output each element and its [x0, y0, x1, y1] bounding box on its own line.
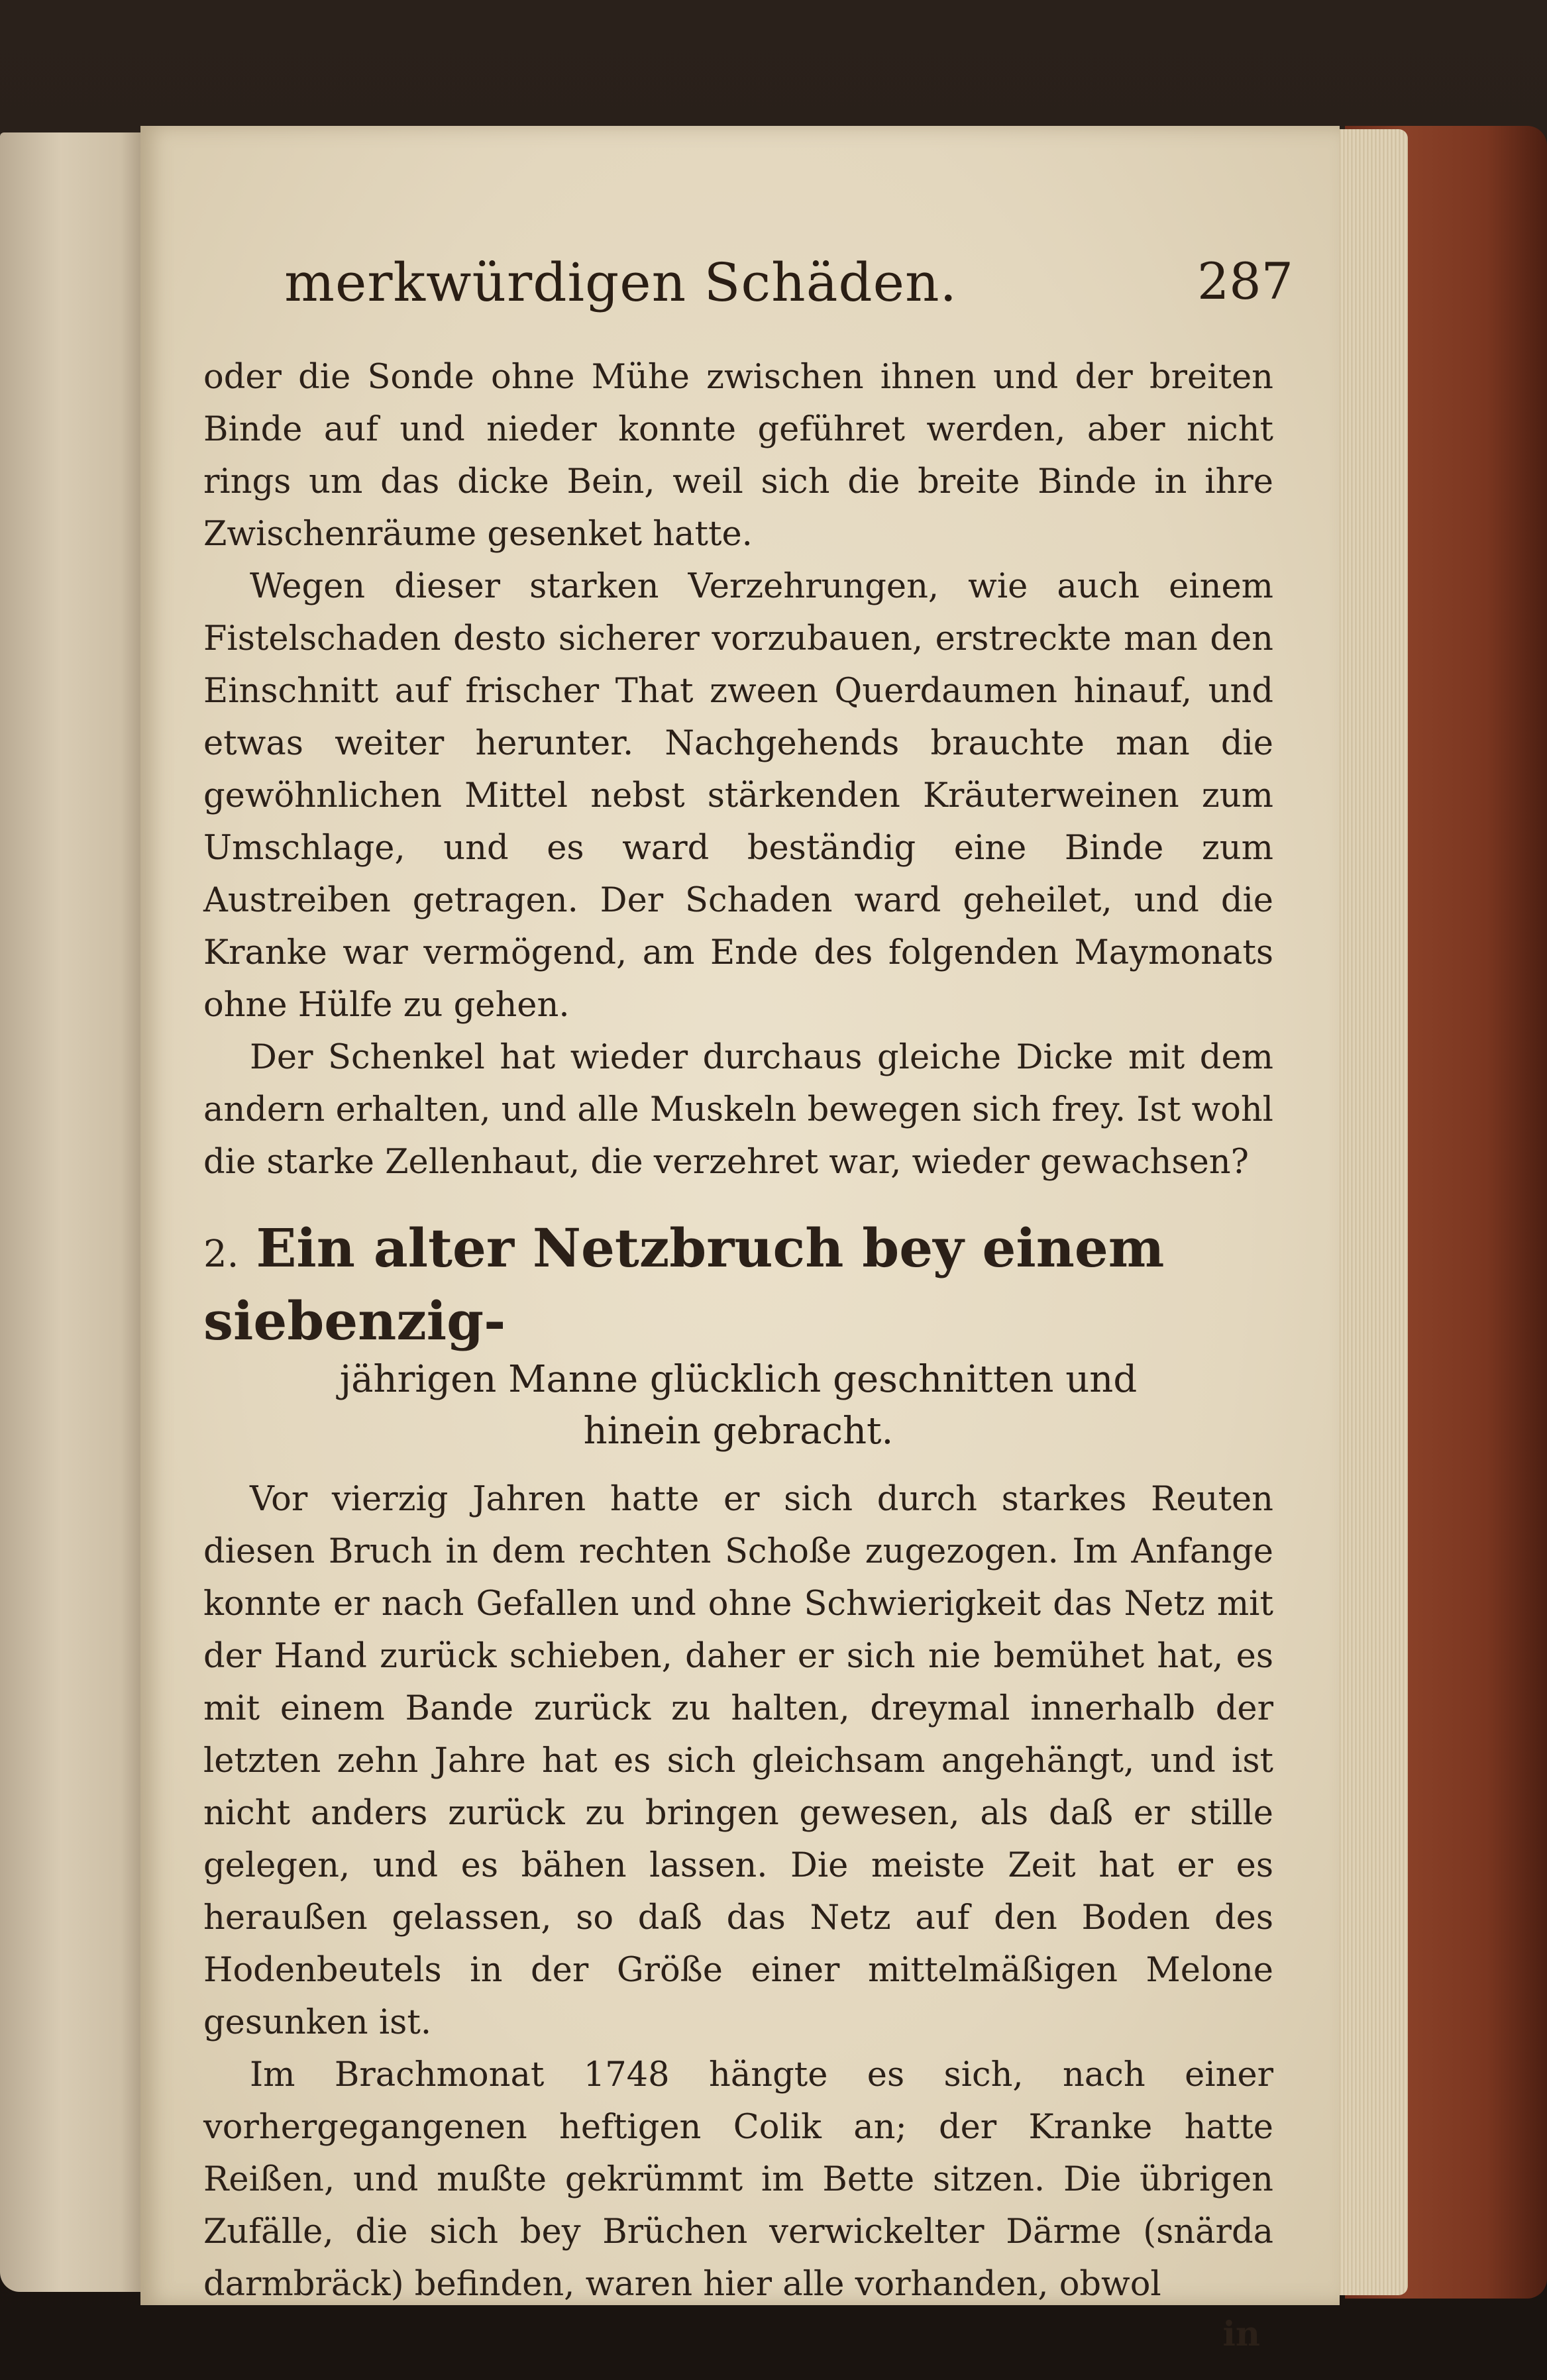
section-number: 2.	[203, 1233, 239, 1276]
section-title-sub-2: hinein gebracht.	[583, 1410, 894, 1453]
previous-page-edge	[0, 132, 151, 2292]
paragraph-5: Im Brachmonat 1748 hängte es sich, nach einer vorhergegangenen heftigen Colik an; der Kranke hatte Reißen, und mußte gekrümmt im Bette sitzen. Die übrigen Zufälle, die sich bey Brüchen verwickelter Därme (snärda darmbräck) befinden, waren hier alle vorhanden, obwol	[203, 2055, 1273, 2304]
paragraph-3: Der Schenkel hat wieder durchaus gleiche Dicke mit dem andern erhalten, und alle Muskeln bewegen sich frey. Ist wohl die starke Zellenhaut, die verzehret war, wieder gewachsen?	[203, 1038, 1273, 1182]
page-body	[203, 351, 1273, 2354]
section-heading	[203, 1215, 1273, 1457]
section-title-main: Ein alter Netzbruch bey einem siebenzig-	[203, 1217, 1165, 1352]
running-head: merkwürdigen Schäden.	[284, 252, 957, 313]
paragraph-2: Wegen dieser starken Verzehrungen, wie auch einem Fistelschaden desto sicherer vorzubauen, erstreckte man den Einschnitt auf frischer That zween Querdaumen hinauf, und etwas weiter herunter. Nachgehends brauchte man die gewöhnlichen Mittel nebst stärkenden Kräuterweinen zum Umschlage, und es ward beständig eine Binde zum Austreiben getragen. Der Schaden ward geheilet, und die Kranke war vermögend, am Ende des folgenden Maymonats ohne Hülfe zu gehen.	[203, 567, 1273, 1025]
page-header	[140, 252, 1340, 325]
paragraph-4: Vor vierzig Jahren hatte er sich durch starkes Reuten diesen Bruch in dem rechten Schoße zugezogen. Im Anfange konnte er nach Gefallen und ohne Schwierigkeit das Netz mit der Hand zurück schieben, daher er sich nie bemühet hat, es mit einem Bande zurück zu halten, dreymal innerhalb der letzten zehn Jahre hat es sich gleichsam angehängt, und ist nicht anders zurück zu bringen gewesen, als daß er stille gelegen, und es bähen lassen. Die meiste Zeit hat er es heraußen gelassen, so daß das Netz auf den Boden des Hodenbeutels in der Größe einer mittelmäßigen Melone gesunken ist.	[203, 1480, 1273, 2042]
book-page	[140, 126, 1340, 2354]
catchword: in	[1222, 2314, 1260, 2354]
paragraph-1: oder die Sonde ohne Mühe zwischen ihnen und der breiten Binde auf und nieder konnte geführet werden, aber nicht rings um das dicke Bein, weil sich die breite Binde in ihre Zwischenräume gesenket hatte.	[203, 358, 1273, 554]
page-number: 287	[1197, 252, 1293, 311]
page-edges	[1328, 129, 1408, 2295]
section-title-sub-1: jährigen Manne glücklich geschnitten und	[339, 1358, 1138, 1401]
